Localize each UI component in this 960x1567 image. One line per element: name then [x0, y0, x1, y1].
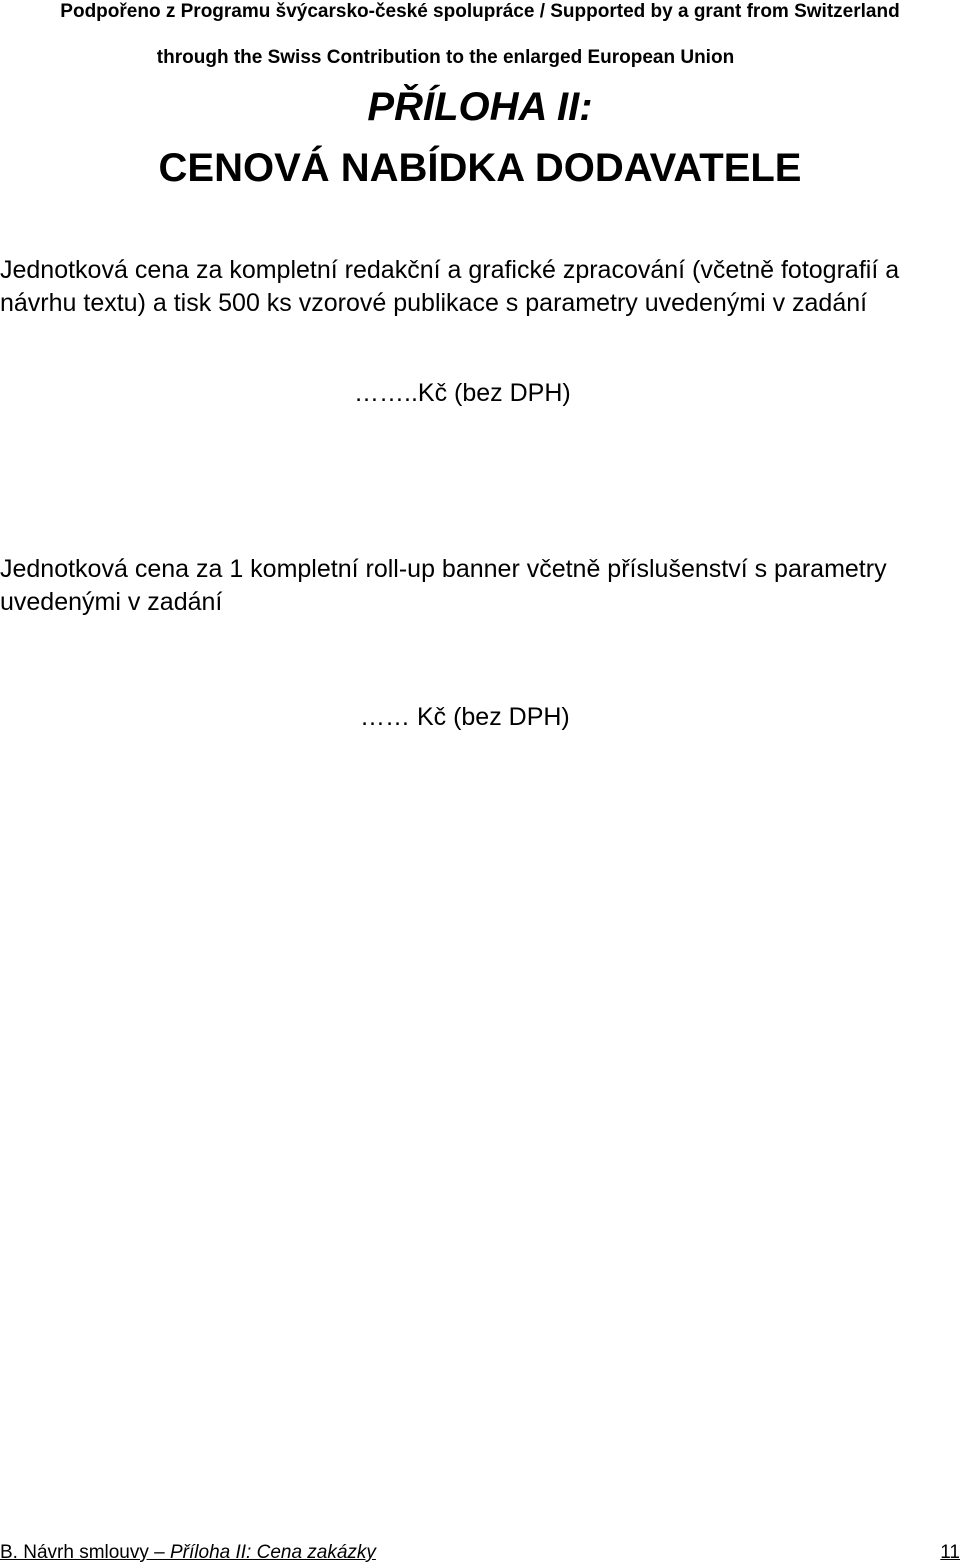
annex-title: PŘÍLOHA II:	[367, 85, 593, 129]
footer-dash: –	[148, 1542, 170, 1563]
header-line-1: Podpořeno z Programu švýcarsko-české spolupráce / Supported by a grant from Switzerland	[60, 1, 900, 22]
page-title: CENOVÁ NABÍDKA DODAVATELE	[158, 146, 802, 190]
footer-section: Příloha II: Cena zakázky	[170, 1542, 376, 1563]
page-number: 11	[940, 1542, 960, 1563]
footer-prefix: B. Návrh smlouvy	[0, 1542, 149, 1563]
header-line-2: through the Swiss Contribution to the enlarged European Union	[156, 47, 735, 68]
item-1-description: Jednotková cena za kompletní redakční a grafické zpracování (včetně fotografií a návrhu textu) a tisk 500 ks vzorové publikace s parametry uvedenými v zadání	[0, 256, 900, 317]
footer-label	[0, 1541, 376, 1565]
item-1-price: ……..Kč (bez DPH)	[354, 379, 571, 407]
item-2-price: …… Kč (bez DPH)	[360, 703, 570, 731]
item-2-description: Jednotková cena za 1 kompletní roll-up banner včetně příslušenství s parametry uvedenými v zadání	[0, 555, 887, 616]
